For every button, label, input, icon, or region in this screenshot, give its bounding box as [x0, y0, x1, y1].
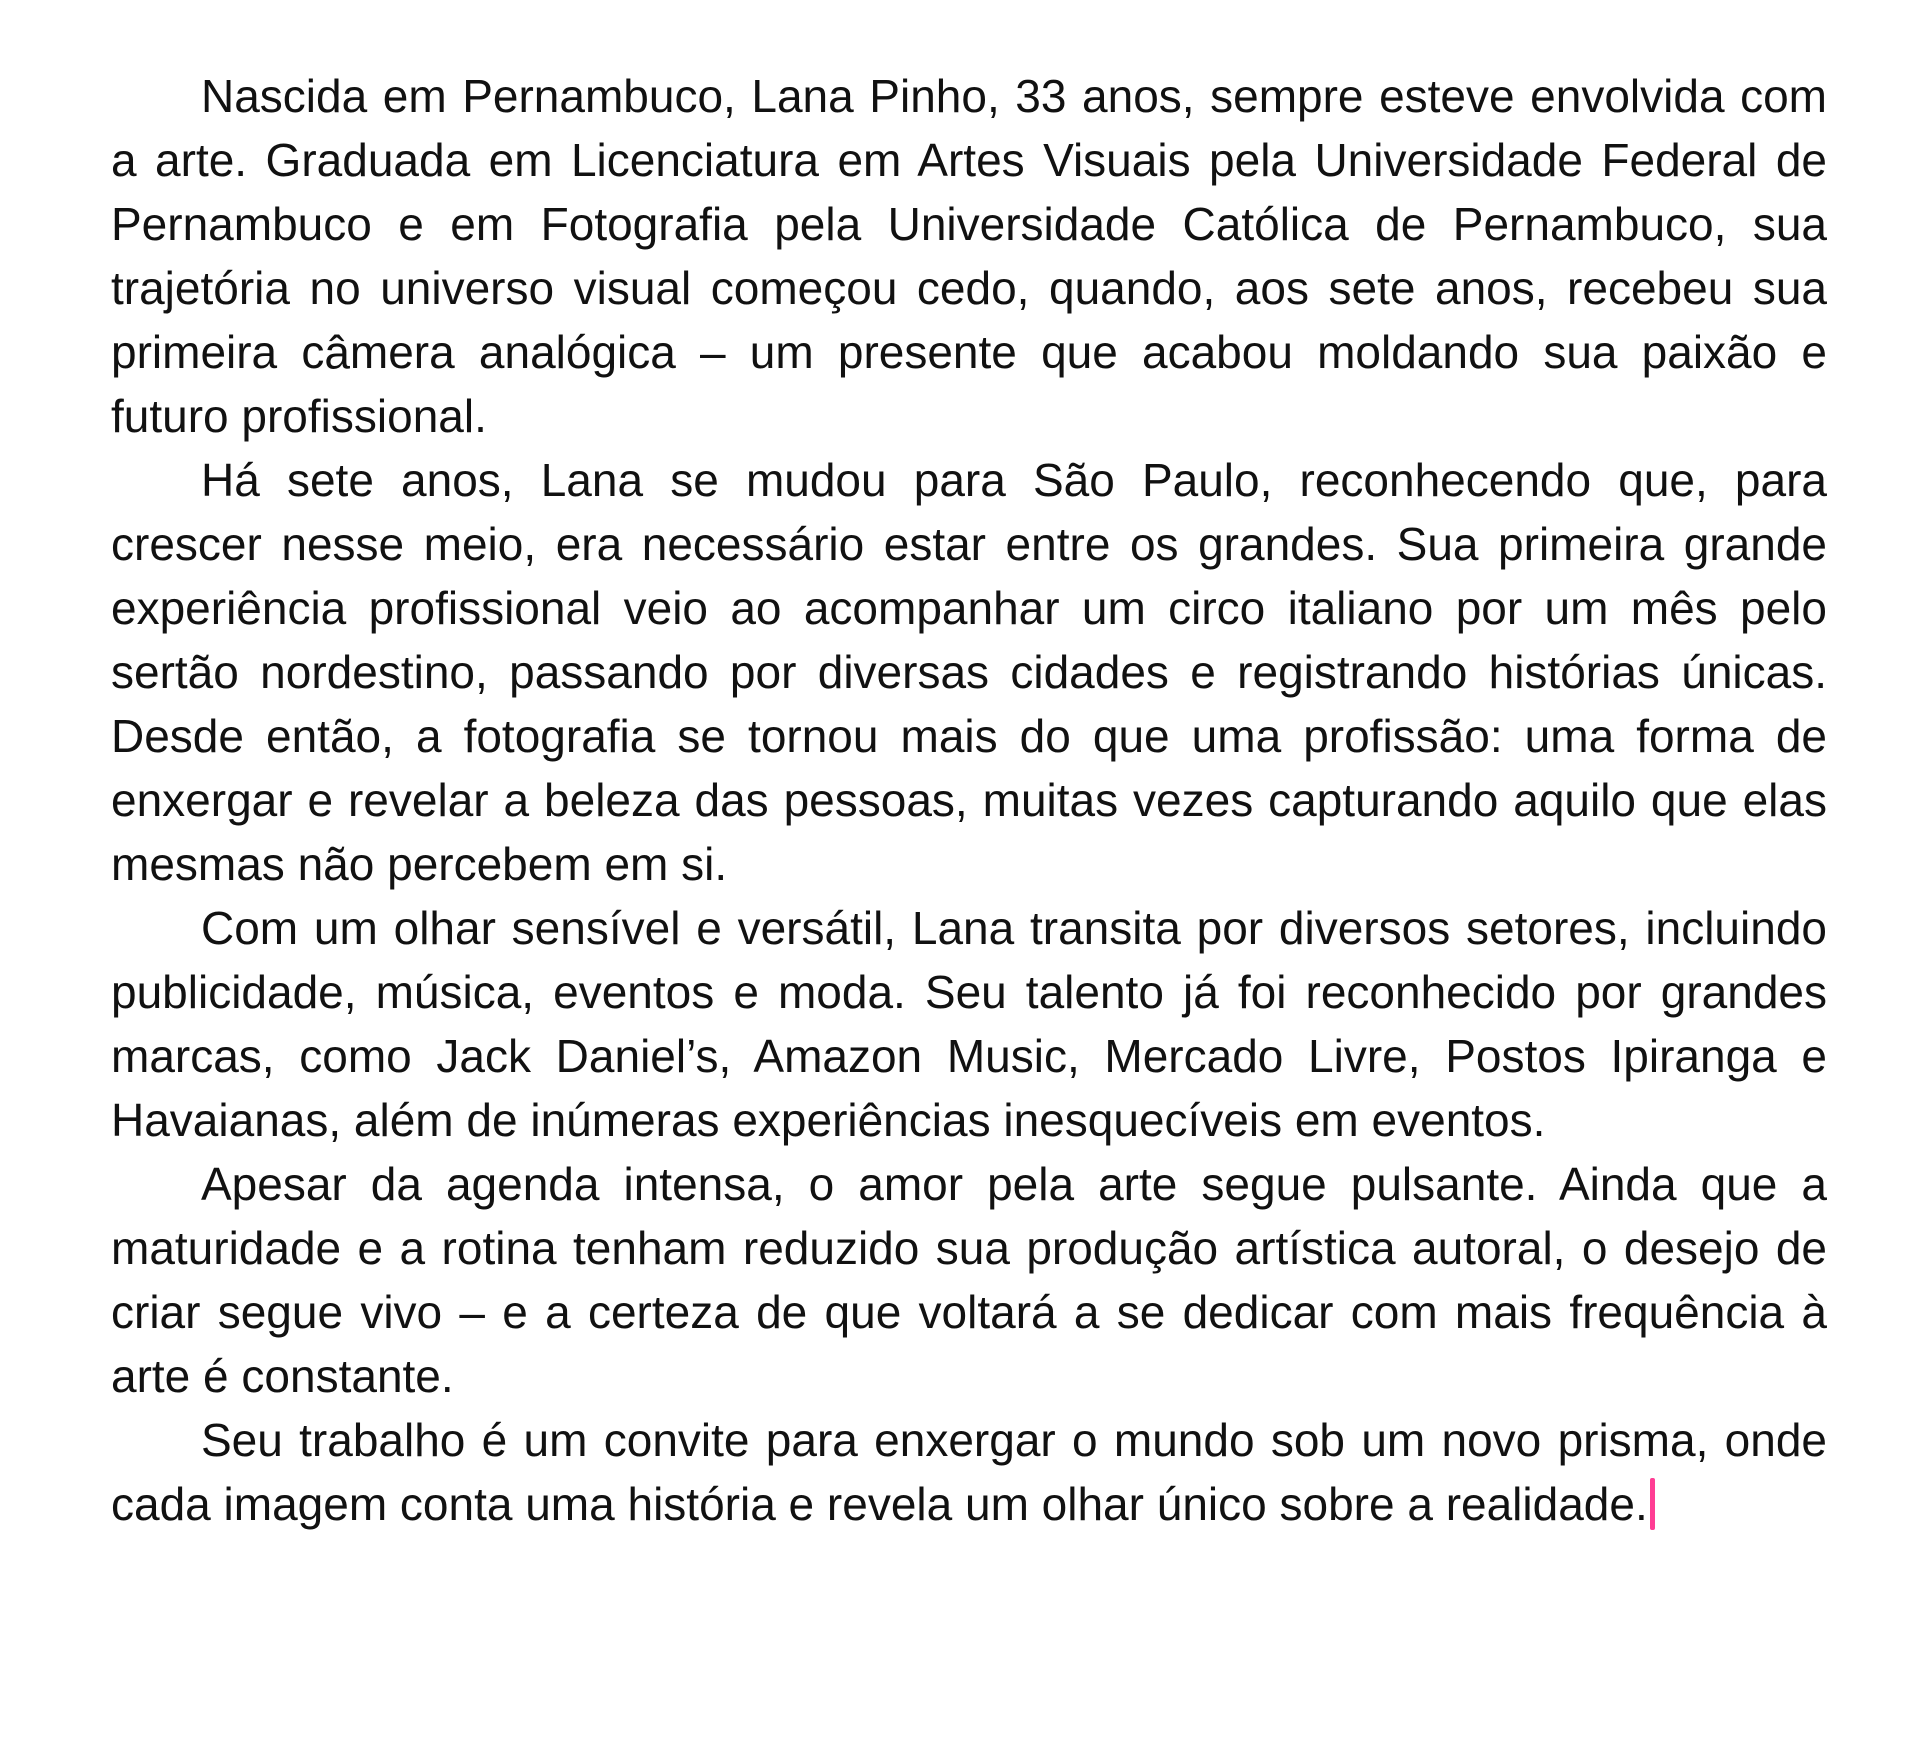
paragraph-3: Com um olhar sensível e versátil, Lana transita por diversos setores, incluindo publicidade, música, eventos e moda. Seu talento já foi reconhecido por grandes marcas, como Jack Daniel’s, Amazon Music, Mercado Livre, Postos Ipiranga e Havaianas, além de inúmeras experiências inesquecíveis em eventos.	[111, 902, 1827, 1146]
document-body[interactable]	[111, 64, 1827, 1536]
paragraph-5-wrapper	[111, 1408, 1827, 1536]
paragraph-4: Apesar da agenda intensa, o amor pela arte segue pulsante. Ainda que a maturidade e a rotina tenham reduzido sua produção artística autoral, o desejo de criar segue vivo – e a certeza de que voltará a se dedicar com mais frequência à arte é constante.	[111, 1158, 1827, 1402]
paragraph-2: Há sete anos, Lana se mudou para São Paulo, reconhecendo que, para crescer nesse meio, era necessário estar entre os grandes. Sua primeira grande experiência profissional veio ao acompanhar um circo italiano por um mês pelo sertão nordestino, passando por diversas cidades e registrando histórias únicas. Desde então, a fotografia se tornou mais do que uma profissão: uma forma de enxergar e revelar a beleza das pessoas, muitas vezes capturando aquilo que elas mesmas não percebem em si.	[111, 454, 1827, 890]
paragraph-5: Seu trabalho é um convite para enxergar o mundo sob um novo prisma, onde cada imagem conta uma história e revela um olhar único sobre a realidade.	[111, 1414, 1827, 1530]
paragraph-1: Nascida em Pernambuco, Lana Pinho, 33 anos, sempre esteve envolvida com a arte. Graduada em Licenciatura em Artes Visuais pela Universidade Federal de Pernambuco e em Fotografia pela Universidade Católica de Pernambuco, sua trajetória no universo visual começou cedo, quando, aos sete anos, recebeu sua primeira câmera analógica – um presente que acabou moldando sua paixão e futuro profissional.	[111, 70, 1827, 442]
text-cursor	[1650, 1478, 1655, 1530]
